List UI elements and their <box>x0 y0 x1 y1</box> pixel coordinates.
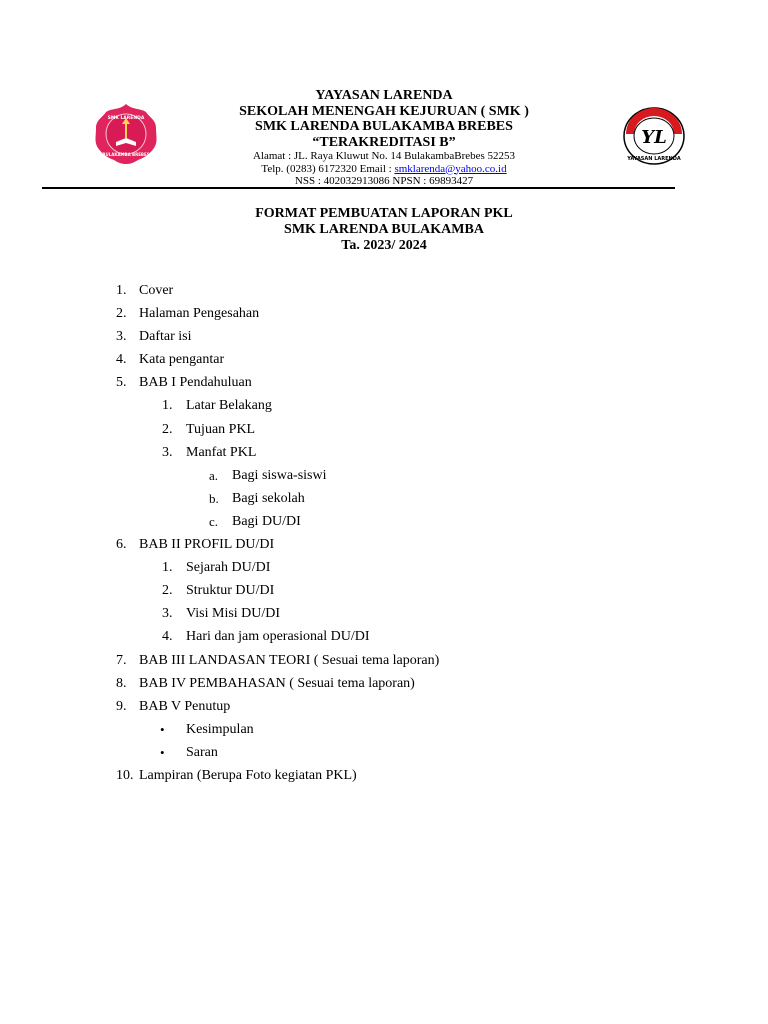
outline-item <box>0 697 768 720</box>
outline-marker: 10. <box>116 767 134 783</box>
outline-item <box>0 651 768 674</box>
outline-text: BAB V Penutup <box>139 698 231 714</box>
outline-item <box>0 396 768 419</box>
outline-item <box>0 304 768 327</box>
outline-marker: 4. <box>116 352 127 368</box>
letterhead-divider <box>42 187 675 189</box>
outline-item <box>0 604 768 627</box>
outline-item <box>0 489 768 512</box>
email-link[interactable]: smklarenda@yahoo.co.id <box>394 162 507 175</box>
outline-marker: 1. <box>116 283 127 298</box>
emblem-top-text: SMK LARENDA <box>107 116 145 121</box>
letterhead <box>180 88 588 188</box>
outline-text: Saran <box>186 744 218 760</box>
outline-marker: 7. <box>116 652 127 668</box>
outline-marker: a. <box>209 467 219 483</box>
outline-marker: c. <box>209 513 219 529</box>
accreditation: “TERAKREDITASI B” <box>312 134 456 150</box>
nss-npsn: NSS : 402032913086 NPSN : 69893427 <box>294 175 474 187</box>
phone-text: Telp. (0283) 6172320 Email : <box>261 162 395 175</box>
outline-text: BAB I Pendahuluan <box>139 375 252 391</box>
bullet-icon: • <box>160 744 165 760</box>
outline-marker: 2. <box>116 306 127 322</box>
outline-text: Latar Belakang <box>186 398 272 414</box>
outline-item <box>0 766 768 789</box>
outline-item <box>0 627 768 650</box>
outline-text: Kesimpulan <box>186 721 254 737</box>
outline-marker: 6. <box>116 537 127 553</box>
title-line-2: SMK LARENDA BULAKAMBA <box>284 222 484 237</box>
title-line-3: Ta. 2023/ 2024 <box>341 238 427 253</box>
outline-item <box>0 281 768 304</box>
outline-marker: 3. <box>162 444 173 460</box>
outline-text: Halaman Pengesahan <box>139 306 260 322</box>
outline-item <box>0 327 768 350</box>
outline-item <box>0 350 768 373</box>
outline-text: Daftar isi <box>139 329 192 345</box>
outline-text: Tujuan PKL <box>186 421 256 437</box>
school-address: Alamat : JL. Raya Kluwut No. 14 BulakambaBrebes 52253 <box>252 150 516 162</box>
outline-marker: 5. <box>116 375 127 391</box>
outline-text: Hari dan jam operasional DU/DI <box>186 629 370 645</box>
outline-text: Bagi sekolah <box>232 490 305 506</box>
school-name: SMK LARENDA BULAKAMBA BREBES <box>255 119 513 134</box>
logo-ring-text: YAYASAN LARENDA <box>627 156 681 162</box>
outline-item <box>0 720 768 743</box>
school-emblem-logo <box>92 102 160 166</box>
contact-line <box>180 163 588 176</box>
outline-text: BAB IV PEMBAHASAN ( Sesuai tema laporan) <box>139 675 415 691</box>
bullet-icon: • <box>160 721 165 737</box>
logo-monogram: YL <box>641 127 667 148</box>
outline-text: BAB II PROFIL DU/DI <box>139 537 275 553</box>
outline-text: Kata pengantar <box>139 352 225 368</box>
outline-text: Bagi DU/DI <box>232 513 301 529</box>
outline-item <box>0 512 768 535</box>
outline-text: Cover <box>139 283 174 298</box>
outline-marker: 2. <box>162 583 173 599</box>
foundation-logo <box>622 106 686 166</box>
title-line-1: FORMAT PEMBUATAN LAPORAN PKL <box>255 206 513 221</box>
outline-marker: 4. <box>162 629 173 645</box>
outline-item <box>0 581 768 604</box>
outline-marker: 2. <box>162 421 173 437</box>
outline-marker: 1. <box>162 560 173 576</box>
outline-item <box>0 558 768 581</box>
outline-item <box>0 674 768 697</box>
outline-text: Lampiran (Berupa Foto kegiatan PKL) <box>139 767 357 783</box>
outline-text: Manfat PKL <box>186 444 257 460</box>
outline-text: Sejarah DU/DI <box>186 560 271 576</box>
outline-text: Bagi siswa-siswi <box>232 467 327 483</box>
report-outline-list <box>0 281 768 789</box>
outline-text: BAB III LANDASAN TEORI ( Sesuai tema laporan) <box>139 652 440 668</box>
outline-item <box>0 443 768 466</box>
outline-marker: 8. <box>116 675 127 691</box>
outline-text: Visi Misi DU/DI <box>186 606 281 622</box>
outline-item <box>0 535 768 558</box>
outline-marker: 3. <box>162 606 173 622</box>
outline-marker: 9. <box>116 698 127 714</box>
outline-marker: b. <box>209 490 219 506</box>
outline-item <box>0 373 768 396</box>
emblem-bottom-text: BULAKAMBA BREBES <box>102 152 150 157</box>
outline-marker: 3. <box>116 329 127 345</box>
outline-text: Struktur DU/DI <box>186 583 275 599</box>
school-type: SEKOLAH MENENGAH KEJURUAN ( SMK ) <box>239 103 529 119</box>
outline-item <box>0 420 768 443</box>
outline-item <box>0 743 768 766</box>
outline-marker: 1. <box>162 398 173 414</box>
outline-item <box>0 466 768 489</box>
document-title <box>184 206 584 254</box>
foundation-name: YAYASAN LARENDA <box>315 88 453 103</box>
